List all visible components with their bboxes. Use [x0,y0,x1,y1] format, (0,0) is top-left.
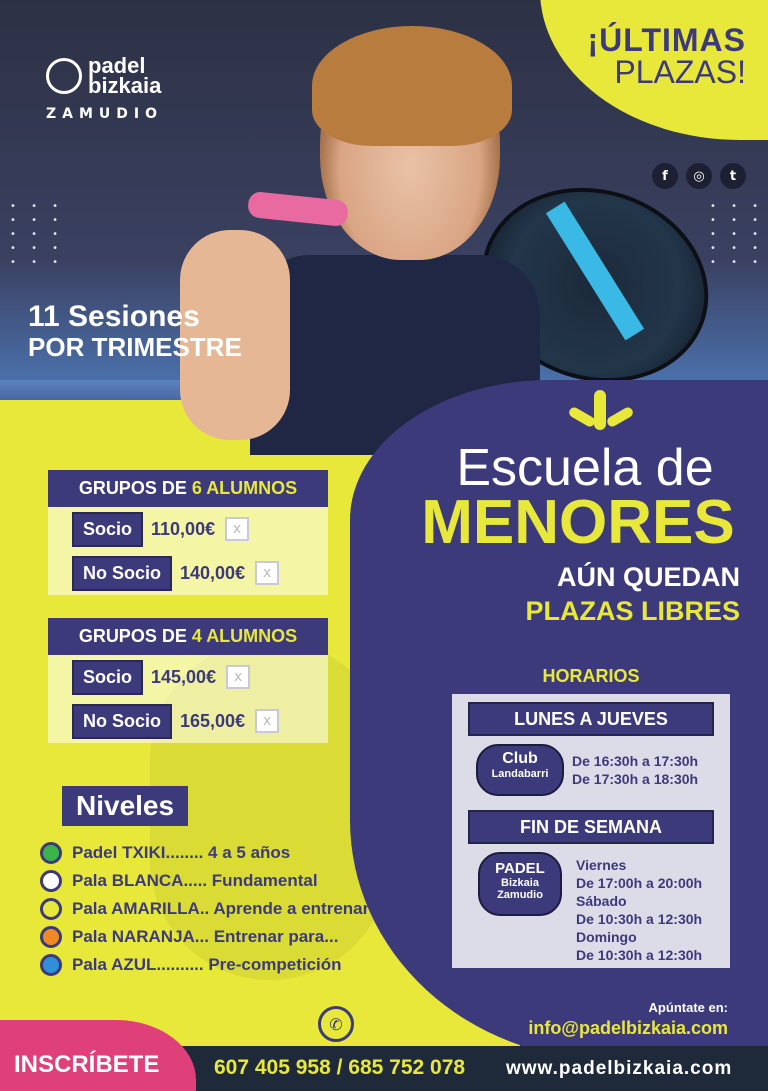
website-link[interactable]: www.padelbizkaia.com [506,1058,733,1079]
level-text: Pala AZUL.......... Pre-competición [72,955,342,974]
group-header-highlight: 6 ALUMNOS [191,478,298,498]
search-icon [40,842,62,864]
price-value: 110,00€ [151,518,216,539]
venue-name: PADEL [495,860,545,877]
whatsapp-icon[interactable]: ✆ [318,1006,354,1042]
venue-detail: Zamudio [497,889,543,901]
level-text: Pala BLANCA..... Fundamental [72,871,318,890]
level-text: Padel TXIKI........ 4 a 5 años [72,843,291,862]
price-row [48,655,328,699]
weekend-times [576,856,702,964]
level-item [40,842,290,864]
group-four-header [48,618,328,655]
group-header-highlight: 4 ALUMNOS [191,626,298,646]
logo-line2: bizkaia [88,73,162,98]
group-four-card [48,618,328,743]
search-icon [40,954,62,976]
non-member-tag: No Socio [72,556,172,591]
phone-numbers[interactable]: 607 405 958 / 685 752 078 [214,1056,466,1079]
sparkle-icon [560,390,640,440]
non-member-tag: No Socio [72,704,172,739]
twitter-icon[interactable]: t [720,163,746,189]
member-tag: Socio [72,660,143,695]
time-slot: De 17:30h a 18:30h [572,771,699,787]
social-icons [652,163,746,189]
price-value: 145,00€ [151,666,217,687]
level-item [40,926,338,948]
badge-line1: ¡ÚLTIMAS [587,22,746,58]
time-slot: De 10:30h a 12:30h [576,911,703,927]
group-header-prefix: GRUPOS DE [78,478,192,498]
member-tag: Socio [72,512,143,547]
day-name: Domingo [576,929,637,945]
sessions-period: POR TRIMESTRE [28,332,242,362]
padel-ball-icon [46,58,82,94]
weekday-venue [476,744,564,796]
group-six-card [48,470,328,595]
search-icon [40,898,62,920]
promo-subtitle-highlight: PLAZAS LIBRES [525,596,740,626]
price-value: 165,00€ [180,710,246,731]
schedule-card [450,656,732,970]
signup-label: Apúntate en: [648,1000,728,1015]
sessions-count: 11 Sesiones [28,300,200,333]
venue-detail: Bizkaia [501,877,539,889]
logo-line1: padel [88,53,146,78]
levels-title: Niveles [62,786,188,826]
dots-decoration-right: • • • • • • • • • • • • • • • [710,201,765,268]
price-row [48,699,328,743]
venue-detail: Landabarri [491,768,549,780]
price-row [48,507,328,551]
last-places-badge [588,24,746,88]
level-item [40,870,318,892]
sessions-text [28,300,242,363]
checkbox[interactable]: x [225,517,249,541]
group-six-header [48,470,328,507]
venue-name: Club [502,750,538,767]
level-text: Pala NARANJA... Entrenar para... [72,927,339,946]
schedule-title: HORARIOS [452,658,730,694]
email-link[interactable]: info@padelbizkaia.com [528,1018,728,1038]
day-name: Sábado [576,893,627,909]
facebook-icon[interactable]: f [652,163,678,189]
search-icon [40,870,62,892]
day-name: Viernes [576,857,627,873]
level-item [40,954,342,976]
dots-decoration-left: • • • • • • • • • • • • • • • [10,201,65,268]
promo-title-highlight: MENORES [421,488,735,557]
time-slot: De 10:30h a 12:30h [576,947,703,963]
kid-hair-image [312,26,512,146]
checkbox[interactable]: x [255,561,279,585]
weekend-label: FIN DE SEMANA [468,810,714,844]
checkbox[interactable]: x [226,665,250,689]
group-header-prefix: GRUPOS DE [78,626,192,646]
signup-button[interactable]: INSCRÍBETE [0,1020,196,1091]
level-text: Pala AMARILLA.. Aprende a entrenar [72,899,370,918]
price-row [48,551,328,595]
logo-subtitle: ZAMUDIO [46,106,164,122]
instagram-icon[interactable]: ◎ [686,163,712,189]
search-icon [40,926,62,948]
price-value: 140,00€ [180,562,246,583]
logo [40,48,190,128]
badge-line2: PLAZAS! [614,54,746,90]
time-slot: De 17:00h a 20:00h [576,875,703,891]
weekday-label: LUNES A JUEVES [468,702,714,736]
time-slot: De 16:30h a 17:30h [572,753,699,769]
weekend-venue [478,852,562,916]
checkbox[interactable]: x [255,709,279,733]
level-item [40,898,369,920]
weekday-times [572,752,698,788]
promo-subtitle: AÚN QUEDAN [556,562,740,592]
promo-title: Escuela de [456,439,714,497]
